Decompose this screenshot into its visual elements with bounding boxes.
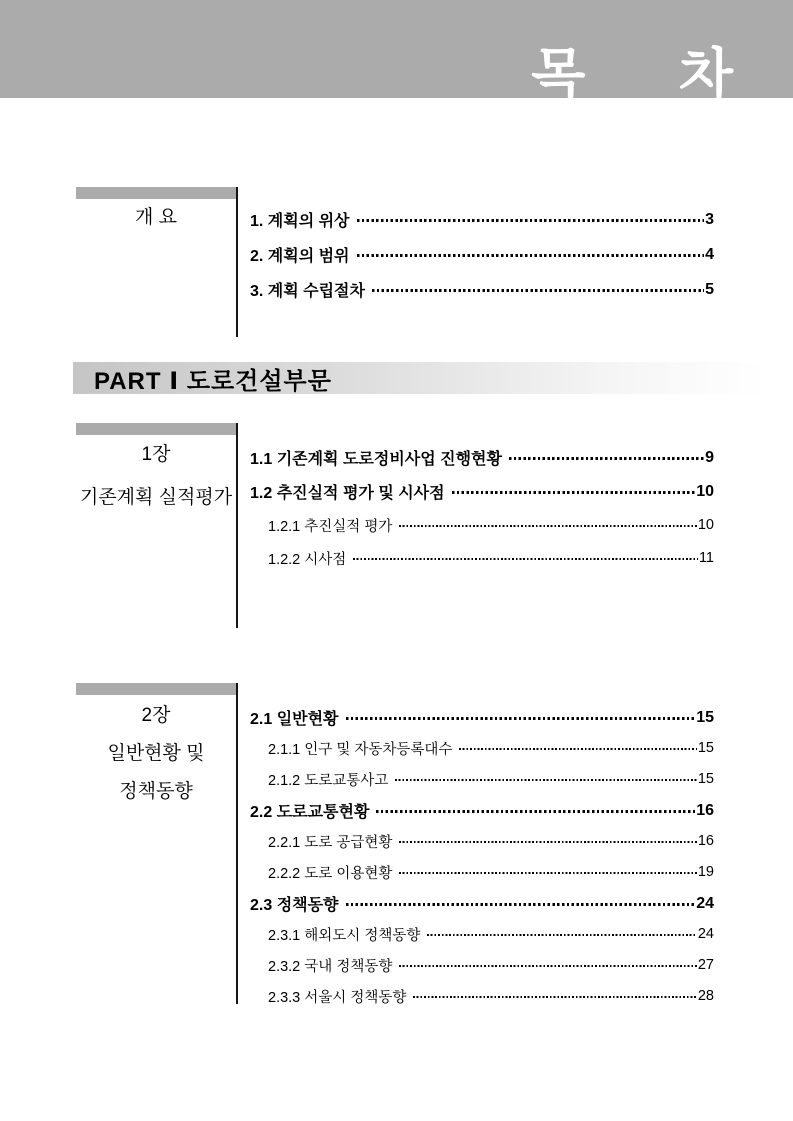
section-label-line: 정책동향 [119,781,193,802]
leader-dots [346,717,696,720]
entry-page-number: 15 [697,771,714,787]
entry-title: 1.2.1 추진실적 평가 [268,518,393,535]
toc-row [250,276,714,303]
leader-dots [509,457,704,460]
entry-title: 2.3.1 해외도시 정책동향 [268,927,421,944]
leader-dots [413,996,697,998]
leader-dots [346,903,696,906]
toc-row [250,890,714,917]
toc-row [250,921,714,947]
leader-dots [459,748,696,750]
toc-row [250,206,714,233]
section-label-line: 일반현황 및 [107,743,205,764]
entry-page-number: 24 [696,894,714,912]
entry-page-number: 16 [697,833,714,849]
leader-dots [357,219,705,222]
leader-dots [372,289,704,292]
entry-page-number: 15 [696,708,714,726]
toc-row [250,545,714,571]
entry-title: 2.1.1 인구 및 자동차등록대수 [268,741,453,758]
entry-page-number: 10 [696,482,714,500]
section-label [61,442,251,511]
toc-row [250,797,714,824]
section-label [61,703,251,805]
entry-page-number: 9 [705,448,714,466]
entry-title: 2.3 정책동향 [250,897,339,914]
section-strip [76,683,236,695]
entry-page-number: 16 [696,801,714,819]
toc-row [250,859,714,885]
leader-dots [399,872,697,874]
section-label-line: 2장 [141,705,171,726]
entry-title: 1. 계획의 위상 [250,213,350,230]
section-label-line: 1장 [141,444,171,465]
entry-page-number: 10 [697,517,714,533]
entry-title: 2.2 도로교통현황 [250,804,370,821]
leader-dots [399,841,697,843]
part-heading-band [73,362,793,394]
section-strip [76,187,236,199]
entry-title: 3. 계획 수립절차 [250,283,365,300]
leader-dots [376,810,695,813]
entry-title: 1.1 기존계획 도로정비사업 진행현황 [250,451,502,468]
entry-page-number: 4 [705,245,714,263]
header-band [0,0,793,106]
leader-dots [353,558,698,560]
toc-row [250,828,714,854]
leader-dots [399,965,697,967]
leader-dots [452,491,696,494]
toc-rows [250,444,714,578]
toc-row [250,241,714,268]
entry-page-number: 11 [698,550,714,566]
entry-page-number: 19 [697,864,714,880]
entry-page-number: 27 [697,957,714,973]
entry-title: 2.2.1 도로 공급현황 [268,834,393,851]
section-label [61,205,251,231]
toc-rows [250,206,714,311]
toc-row [250,983,714,1009]
toc-row [250,952,714,978]
leader-dots [399,525,697,527]
toc-rows [250,704,714,1014]
toc-row [250,766,714,792]
entry-page-number: 24 [697,926,714,942]
leader-dots [427,934,696,936]
entry-title: 1.2 추진실적 평가 및 시사점 [250,485,445,502]
entry-page-number: 5 [705,280,714,298]
entry-page-number: 15 [697,740,714,756]
section-strip [76,423,236,435]
section-label-line: 기존계획 실적평가 [79,487,233,508]
leader-dots [395,779,697,781]
section-label-line: 개 요 [135,207,177,228]
entry-title: 2.1 일반현황 [250,711,339,728]
entry-title: 1.2.2 시사점 [268,551,347,568]
entry-title: 2.2.2 도로 이용현황 [268,865,393,882]
toc-row [250,444,714,471]
toc-row [250,478,714,505]
entry-title: 2. 계획의 범위 [250,248,350,265]
leader-dots [357,254,705,257]
toc-row [250,512,714,538]
entry-title: 2.3.2 국내 정책동향 [268,958,393,975]
page-title: 목 차 [531,43,733,106]
toc-row [250,735,714,761]
part-heading-label: PART Ⅰ 도로건설부문 [94,367,332,395]
entry-page-number: 28 [697,988,714,1004]
entry-title: 2.1.2 도로교통사고 [268,772,389,789]
toc-row [250,704,714,731]
entry-page-number: 3 [705,210,714,228]
entry-title: 2.3.3 서울시 정책동향 [268,989,407,1006]
